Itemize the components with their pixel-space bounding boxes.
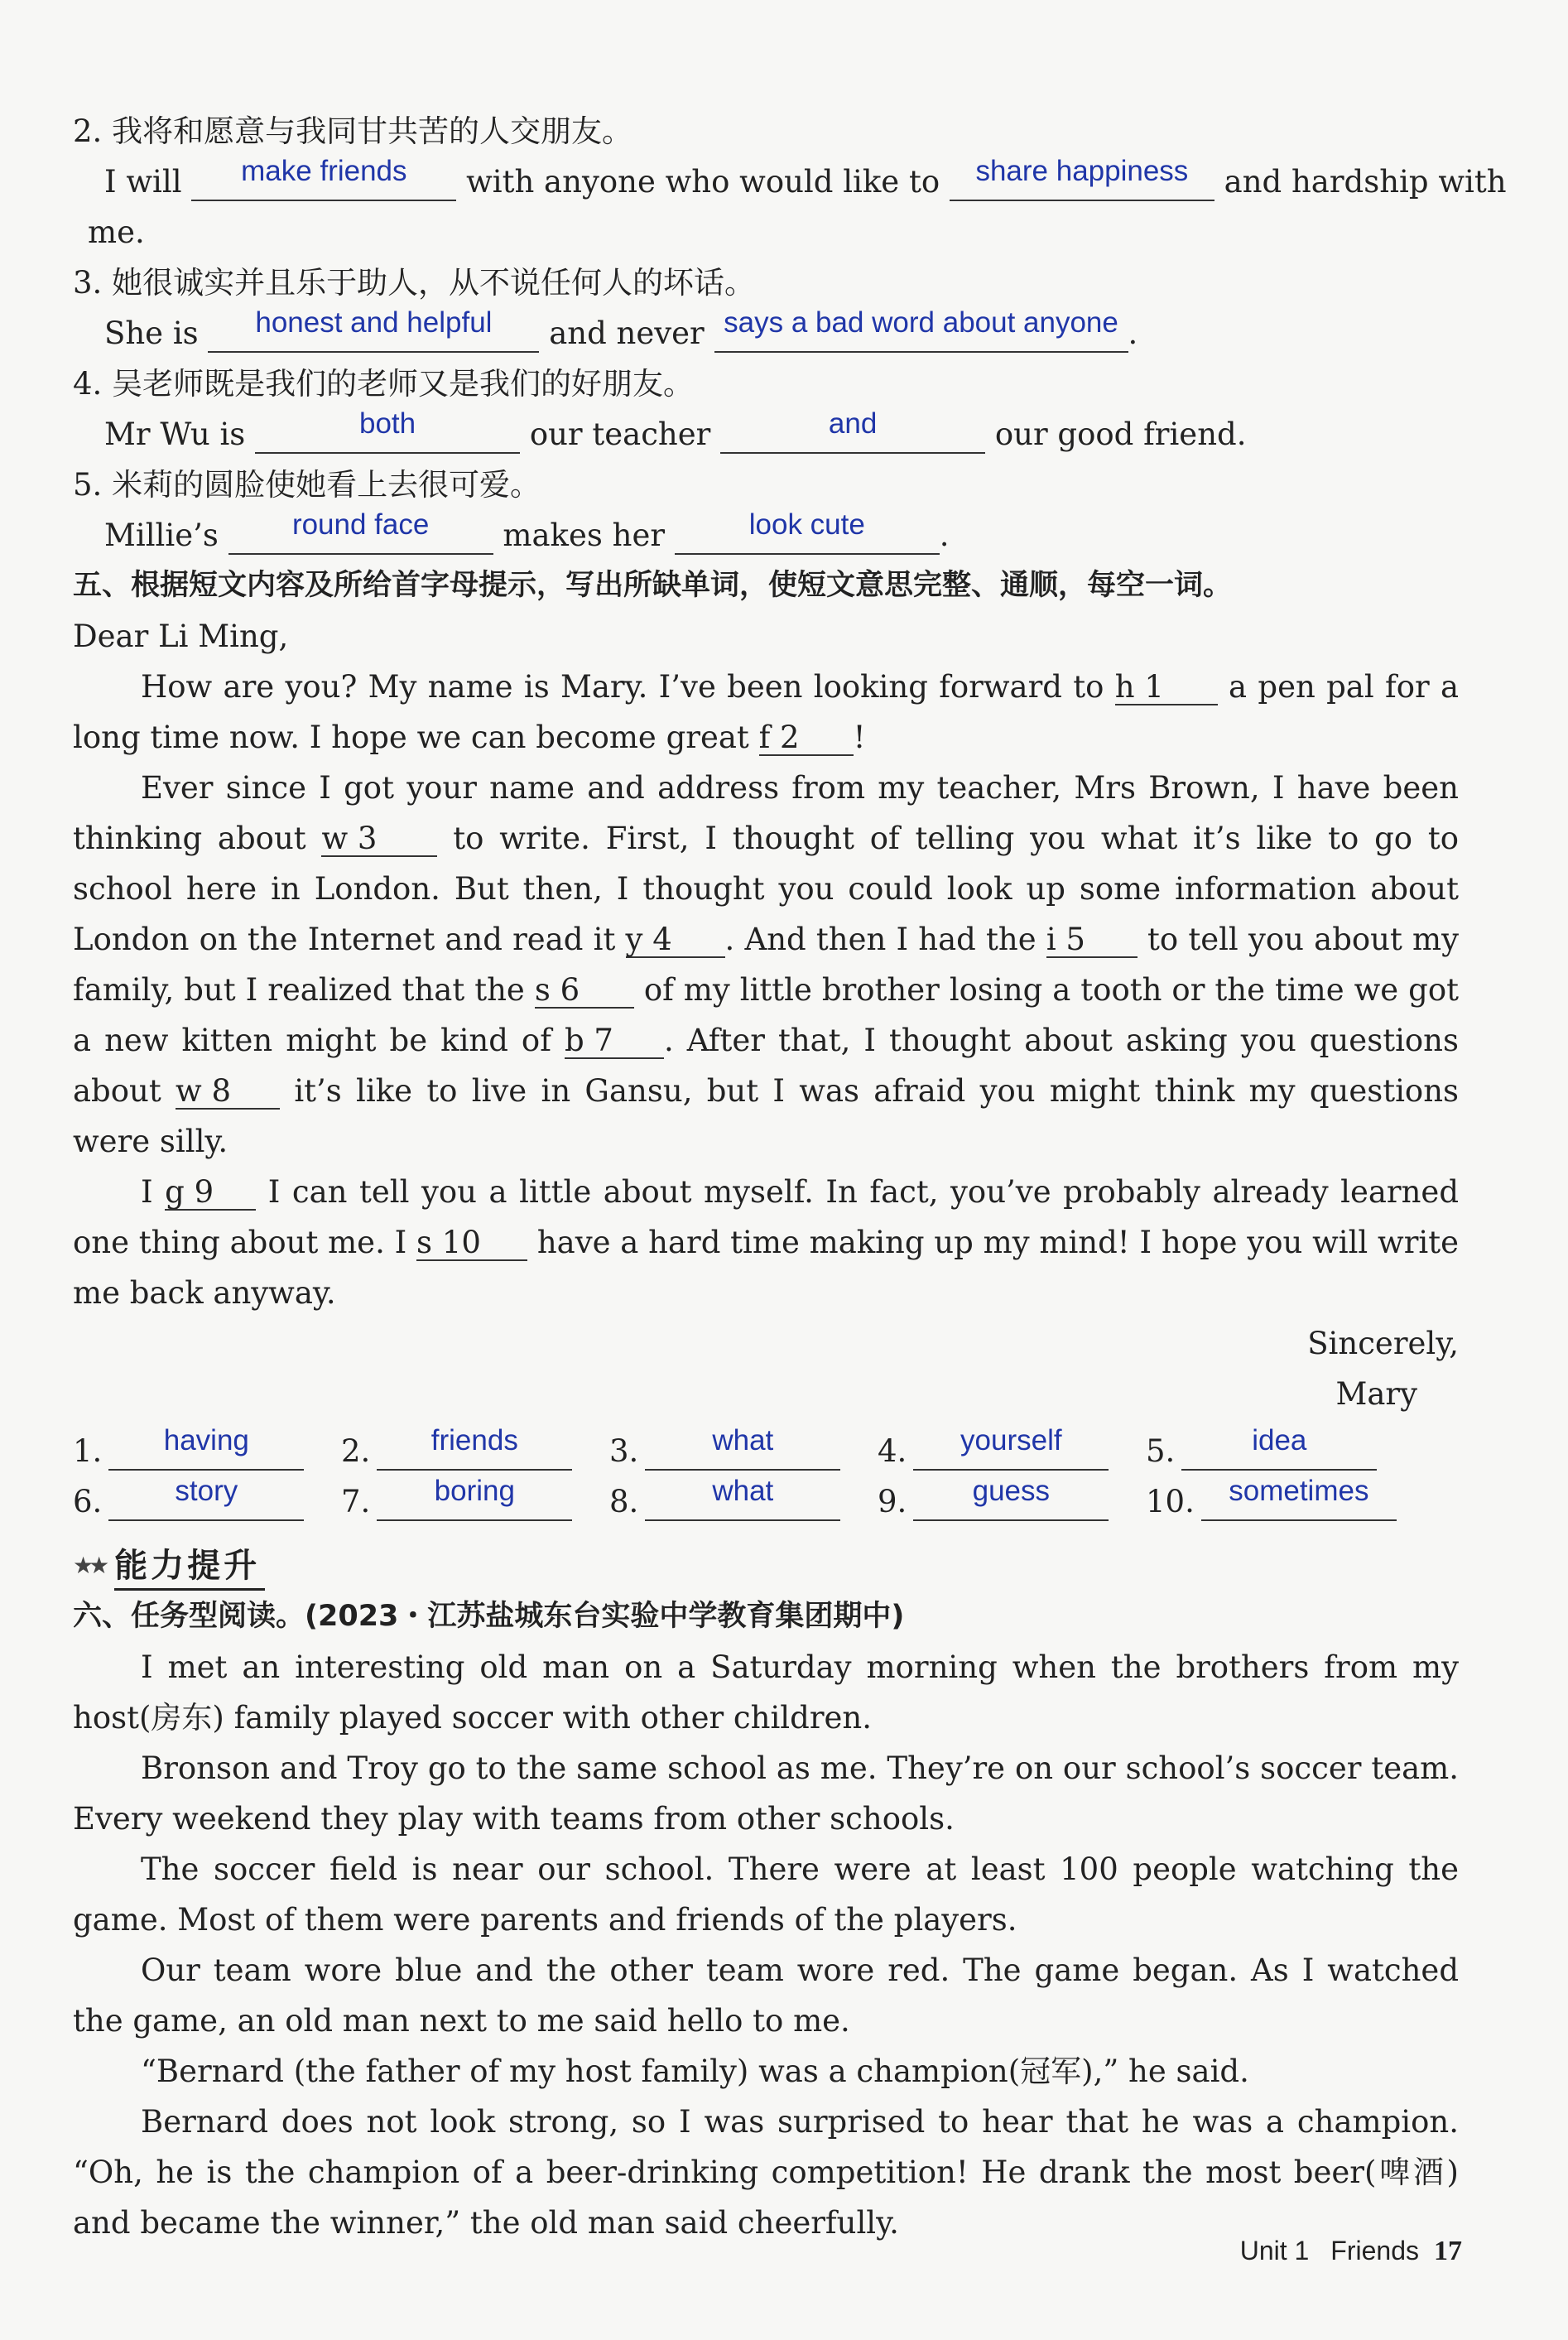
answer-text: boring xyxy=(434,1475,515,1507)
question-4-sentence xyxy=(73,409,1459,460)
answer-text: both xyxy=(358,407,416,440)
letter-greeting: Dear Li Ming, xyxy=(73,619,289,654)
answer-blank[interactable] xyxy=(1181,1424,1377,1471)
answer-blank[interactable] xyxy=(645,1475,840,1521)
text-segment: it’s like to live in Gansu, but I was afraid you might think my questions were silly. xyxy=(73,1073,1460,1159)
cloze-blank-6[interactable]: s 6 xyxy=(535,974,634,1009)
answer-blank[interactable] xyxy=(255,407,520,454)
page-number: 17 xyxy=(1434,2236,1462,2266)
text-segment: makes her xyxy=(503,518,666,553)
answer-text: yourself xyxy=(960,1424,1062,1456)
answer-blank[interactable] xyxy=(191,155,456,201)
answer-cell xyxy=(73,1426,341,1476)
answer-row xyxy=(73,1426,1459,1476)
answer-text: friends xyxy=(430,1424,518,1456)
answer-number: 5. xyxy=(1146,1433,1176,1469)
reading-paragraph: “Bernard (the father of my host family) was a champion(冠军),” he said. xyxy=(141,2054,1249,2089)
question-2-prompt: 2. 我将和愿意与我同甘共苦的人交朋友。 xyxy=(73,113,633,149)
text-segment: and never xyxy=(549,315,705,351)
answer-text: having xyxy=(163,1424,249,1456)
letter-closing: Sincerely, xyxy=(1307,1326,1459,1361)
answer-grid xyxy=(73,1426,1459,1527)
text-segment: of my little brother losing a tooth or the time we got a new kitten might be kind of xyxy=(73,972,1460,1058)
text-segment: How are you? My name is Mary. I’ve been looking forward to xyxy=(141,669,1104,705)
cloze-blank-8[interactable]: w 8 xyxy=(176,1075,280,1110)
answer-blank[interactable] xyxy=(377,1475,572,1521)
text-segment: Millie’s xyxy=(104,518,219,553)
footer-title: Friends xyxy=(1330,2236,1419,2265)
text-segment: I can tell you a little about myself. In fact, you’ve probably already learned one thing about me. I xyxy=(73,1174,1460,1260)
reading-paragraph: Bernard does not look strong, so I was surprised to hear that he was a champion. “Oh, he is the champion of a beer-drinking competition! He drank the most beer(啤酒) and became the winner,” the old man said cheerfully. xyxy=(73,2104,1459,2241)
text-segment: I xyxy=(141,1174,153,1210)
answer-text: story xyxy=(175,1475,238,1507)
text-segment: I will xyxy=(104,164,182,200)
answer-blank[interactable] xyxy=(208,306,539,353)
answer-text: sometimes xyxy=(1229,1475,1369,1507)
answer-number: 1. xyxy=(73,1433,103,1469)
text-segment: to write. First, I thought of telling you what it’s like to go to school here in London. But then, I thought you could look up some information about London on the Internet and read it xyxy=(73,821,1460,957)
answer-number: 8. xyxy=(609,1484,639,1519)
text-segment: . After that, I thought about asking you questions about xyxy=(73,1023,1459,1109)
cloze-blank-10[interactable]: s 10 xyxy=(416,1226,527,1261)
answer-number: 3. xyxy=(609,1433,639,1469)
text-segment: with anyone who would like to xyxy=(466,164,940,200)
cloze-blank-2[interactable]: f 2 xyxy=(759,721,854,756)
answer-number: 6. xyxy=(73,1484,103,1519)
answer-blank[interactable] xyxy=(950,155,1214,201)
answer-text: guess xyxy=(972,1475,1051,1507)
answer-blank[interactable] xyxy=(720,407,985,454)
question-2-continuation: me. xyxy=(88,214,145,250)
reading-paragraph: I met an interesting old man on a Saturday morning when the brothers from my host(房东) family played soccer with other children. xyxy=(73,1649,1459,1736)
answer-text: honest and helpful xyxy=(255,306,493,339)
reading-paragraph: Bronson and Troy go to the same school as me. They’re on our school’s soccer team. Every weekend they play with teams from other schools. xyxy=(73,1750,1459,1837)
ability-section-bar xyxy=(73,1538,1459,1591)
answer-cell xyxy=(341,1476,609,1527)
answer-cell xyxy=(878,1476,1146,1527)
reading-paragraph: The soccer field is near our school. There were at least 100 people watching the game. Most of them were parents and friends of the players. xyxy=(73,1851,1459,1938)
star-icon: ★★ xyxy=(73,1551,105,1579)
answer-text: what xyxy=(712,1424,774,1456)
answer-blank[interactable] xyxy=(913,1424,1109,1471)
question-4-prompt: 4. 吴老师既是我们的老师又是我们的好朋友。 xyxy=(73,366,695,402)
letter-paragraph-2 xyxy=(73,763,1459,1167)
answer-blank[interactable] xyxy=(108,1424,304,1471)
reading-paragraph: Our team wore blue and the other team wore red. The game began. As I watched the game, an old man next to me said hello to me. xyxy=(73,1952,1459,2039)
text-segment: . xyxy=(939,518,950,553)
answer-number: 4. xyxy=(878,1433,907,1469)
answer-text: share happiness xyxy=(975,155,1189,187)
cloze-blank-4[interactable]: y 4 xyxy=(626,923,725,958)
question-5-prompt: 5. 米莉的圆脸使她看上去很可爱。 xyxy=(73,467,541,503)
text-segment: ! xyxy=(853,720,866,755)
cloze-blank-7[interactable]: b 7 xyxy=(565,1024,664,1059)
answer-text: round face xyxy=(291,508,430,541)
section-6-heading: 六、任务型阅读。(2023・江苏盐城东台实验中学教育集团期中) xyxy=(73,1600,905,1633)
answer-blank[interactable] xyxy=(377,1424,572,1471)
answer-text: says a bad word about anyone xyxy=(724,306,1118,339)
answer-blank[interactable] xyxy=(714,306,1128,353)
section-5-heading: 五、根据短文内容及所给首字母提示，写出所缺单词，使短文意思完整、通顺，每空一词。 xyxy=(73,569,1233,602)
text-segment: our good friend. xyxy=(994,416,1247,452)
question-3-sentence xyxy=(73,308,1459,359)
answer-cell xyxy=(609,1426,878,1476)
answer-blank[interactable] xyxy=(1201,1475,1397,1521)
answer-blank[interactable] xyxy=(645,1424,840,1471)
answer-number: 9. xyxy=(878,1484,907,1519)
answer-row xyxy=(73,1476,1459,1527)
letter-paragraph-3 xyxy=(73,1167,1459,1318)
answer-cell xyxy=(878,1426,1146,1476)
answer-text: make friends xyxy=(241,155,407,187)
ability-section-title: 能力提升 xyxy=(114,1539,265,1591)
answer-blank[interactable] xyxy=(913,1475,1109,1521)
question-5-sentence xyxy=(73,510,1459,561)
answer-number: 7. xyxy=(341,1484,371,1519)
text-segment: a pen pal for a long time now. I hope we can become great xyxy=(73,669,1460,755)
cloze-blank-3[interactable]: w 3 xyxy=(321,822,437,857)
text-segment: our teacher xyxy=(529,416,711,452)
answer-blank[interactable] xyxy=(228,508,493,555)
text-segment: Mr Wu is xyxy=(104,416,246,452)
answer-cell xyxy=(1146,1426,1414,1476)
text-segment: have a hard time making up my mind! I hope you will write me back anyway. xyxy=(73,1225,1460,1311)
answer-number: 10. xyxy=(1146,1484,1195,1519)
cloze-blank-1[interactable]: h 1 xyxy=(1115,671,1218,705)
answer-cell xyxy=(73,1476,341,1527)
footer-unit: Unit 1 xyxy=(1239,2236,1310,2265)
cloze-blank-9[interactable]: g 9 xyxy=(165,1176,256,1211)
answer-blank[interactable] xyxy=(675,508,940,555)
letter-paragraph-1 xyxy=(73,662,1459,763)
text-segment: Ever since I got your name and address from my teacher, Mrs Brown, I have been thinking about xyxy=(73,770,1459,856)
answer-text: what xyxy=(712,1475,774,1507)
letter-signature: Mary xyxy=(1335,1376,1417,1412)
cloze-blank-5[interactable]: i 5 xyxy=(1046,923,1138,958)
answer-cell xyxy=(609,1476,878,1527)
page-footer xyxy=(1240,2236,1462,2267)
question-3-prompt: 3. 她很诚实并且乐于助人，从不说任何人的坏话。 xyxy=(73,265,756,301)
text-segment: . And then I had the xyxy=(724,922,1037,957)
answer-number: 2. xyxy=(341,1433,371,1469)
answer-blank[interactable] xyxy=(108,1475,304,1521)
text-segment: She is xyxy=(104,315,199,351)
text-segment: and hardship with xyxy=(1224,164,1507,200)
answer-text: idea xyxy=(1252,1424,1307,1456)
answer-text: and xyxy=(828,407,878,440)
text-segment: . xyxy=(1128,315,1138,351)
answer-cell xyxy=(341,1426,609,1476)
answer-cell xyxy=(1146,1476,1414,1527)
answer-text: look cute xyxy=(748,508,865,541)
text-segment: to tell you about my family, but I realized that the xyxy=(73,922,1460,1008)
question-2-sentence xyxy=(73,155,1507,207)
